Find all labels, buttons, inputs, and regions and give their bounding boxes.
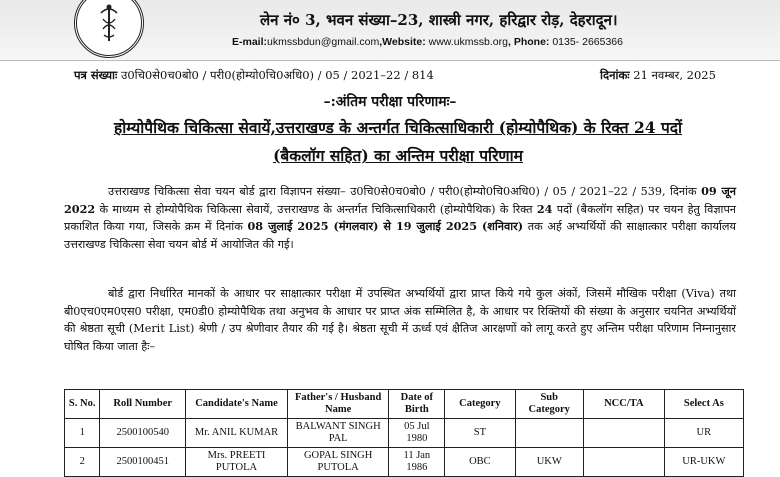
document-subtitle: –:अंतिम परीक्षा परिणामः– xyxy=(323,94,457,110)
paragraph-merit-basis: बोर्ड द्वारा निर्धारित मानकों के आधार पर साक्षात्कार परीक्षा में उपस्थित अभ्यर्थियों द्वारा प्राप्त किये गये कुल अंकों, जिसमें मौखिक परीक्षा (Viva) तथा बी0एच0एम0एस0 परीक्षा, एम0डी0 होम्योपैथिक तथा अनुभव के आधार पर प्राप्त अंक सम्मिलित है, के आधार पर रिक्तियों की संख्या के अनुसार चयनित अभ्यर्थियों की श्रेष्ठता सूची (Merit List) श्रेणी / उप श्रेणीवार तैयार की गई है। श्रेष्ठता सूची में ऊर्ध्व एवं क्षैतिज आरक्षणों को लागू करते हुए अन्तिम परीक्षा परिणाम निम्नानुसार घोषित किया जाता हैः– xyxy=(64,287,736,353)
date-label: दिनांकः xyxy=(600,68,630,82)
caduceus-icon xyxy=(87,1,131,45)
email-link[interactable]: ukmssbdun@gmail.com xyxy=(267,36,380,48)
date-value: 21 नवम्बर, 2025 xyxy=(633,68,716,82)
col-sno: S. No. xyxy=(65,390,100,419)
para1-text-4: तक अर्ह अभ्यर्थियों की साक्षात्कार परीक्षा कार्यालय उत्तराखण्ड चिकित्सा सेवा चयन बोर्ड में आयोजित की गई। xyxy=(64,220,736,251)
board-address: लेन नं० 3, भवन संख्या–23, शास्त्री नगर, हरिद्वार रोड़, देहरादून। xyxy=(260,11,618,29)
website-label: ,Website: xyxy=(379,36,429,48)
col-select-as: Select As xyxy=(664,390,743,419)
result-table xyxy=(64,389,744,477)
website-link[interactable]: www.ukmssb.org xyxy=(428,36,508,48)
title-line-1: होम्योपैथिक चिकित्सा सेवायें,उत्तराखण्ड के अन्तर्गत चिकित्साधिकारी (होम्योपैथिक) के रिक्त 24 पदों xyxy=(113,118,682,137)
cell-select-as: UR xyxy=(664,419,743,448)
letter-reference xyxy=(74,68,434,83)
col-father-husband-name: Father's / Husband Name xyxy=(287,390,388,419)
cell-date-of-birth: 05 Jul 1980 xyxy=(389,419,445,448)
cell-category: OBC xyxy=(445,448,515,477)
table-header-row xyxy=(65,390,744,419)
cell-select-as: UR-UKW xyxy=(664,448,743,477)
para1-post-count: 24 xyxy=(536,201,553,216)
cell-sno: 2 xyxy=(65,448,100,477)
cell-ncc-ta xyxy=(583,448,664,477)
cell-roll-number: 2500100451 xyxy=(100,448,186,477)
col-candidate-name: Candidate's Name xyxy=(186,390,288,419)
cell-father-husband-name: BALWANT SINGH PAL xyxy=(287,419,388,448)
phone-number: 0135- 2665366 xyxy=(552,36,623,48)
document-title xyxy=(60,114,736,170)
paragraph-advertisement xyxy=(64,183,736,253)
col-category: Category xyxy=(445,390,515,419)
cell-category: ST xyxy=(445,419,515,448)
cell-candidate-name: Mrs. PREETI PUTOLA xyxy=(186,448,288,477)
col-sub-category: Sub Category xyxy=(515,390,583,419)
letterhead xyxy=(0,0,780,61)
cell-sub-category: UKW xyxy=(515,448,583,477)
col-roll-number: Roll Number xyxy=(100,390,186,419)
cell-sno: 1 xyxy=(65,419,100,448)
phone-label: , Phone: xyxy=(507,36,553,48)
cell-sub-category xyxy=(515,419,583,448)
cell-roll-number: 2500100540 xyxy=(100,419,186,448)
board-emblem-icon xyxy=(74,0,144,58)
cell-candidate-name: Mr. ANIL KUMAR xyxy=(186,419,288,448)
cell-father-husband-name: GOPAL SINGH PUTOLA xyxy=(287,448,388,477)
cell-ncc-ta xyxy=(583,419,664,448)
para1-text-2: के माध्यम से होम्योपैथिक चिकित्सा सेवायें, उत्तराखण्ड के अन्तर्गत चिकित्साधिकारी (होम्योपैथिक) के रिक्त xyxy=(95,202,537,216)
ref-number: उ0चि0से0च0बो0 / परी0(होम्यो0चि0अधि0) / 05 / 2021–22 / 814 xyxy=(121,68,434,82)
title-line-2: (बैकलॉग सहित) का अन्तिम परीक्षा परिणाम xyxy=(273,146,523,165)
para1-text-3: पदों (बैकलॉग सहित) पर चयन हेतु विज्ञापन प्रकाशित किया गया, जिसके क्रम में दिनांक xyxy=(64,202,737,233)
col-date-of-birth: Date of Birth xyxy=(389,390,445,419)
contact-line xyxy=(232,36,623,48)
para1-advert-date: 09 जून 2022 xyxy=(64,184,736,216)
para1-interview-dates: 08 जुलाई 2025 (मंगलवार) से 19 जुलाई 2025 (शनिवार) xyxy=(247,219,524,233)
table-row xyxy=(65,448,744,477)
ref-label: पत्र संख्याः xyxy=(74,68,118,82)
letter-date xyxy=(600,68,716,83)
cell-date-of-birth: 11 Jan 1986 xyxy=(389,448,445,477)
table-row xyxy=(65,419,744,448)
email-label: E-mail: xyxy=(232,36,268,48)
para1-text-1: उत्तराखण्ड चिकित्सा सेवा चयन बोर्ड द्वारा विज्ञापन संख्या– उ0चि0से0च0बो0 / परी0(होम्यो0चि0अधि0) / 05 / 2021–22 / 539, दिनांक xyxy=(108,185,702,198)
col-ncc-ta: NCC/TA xyxy=(583,390,664,419)
